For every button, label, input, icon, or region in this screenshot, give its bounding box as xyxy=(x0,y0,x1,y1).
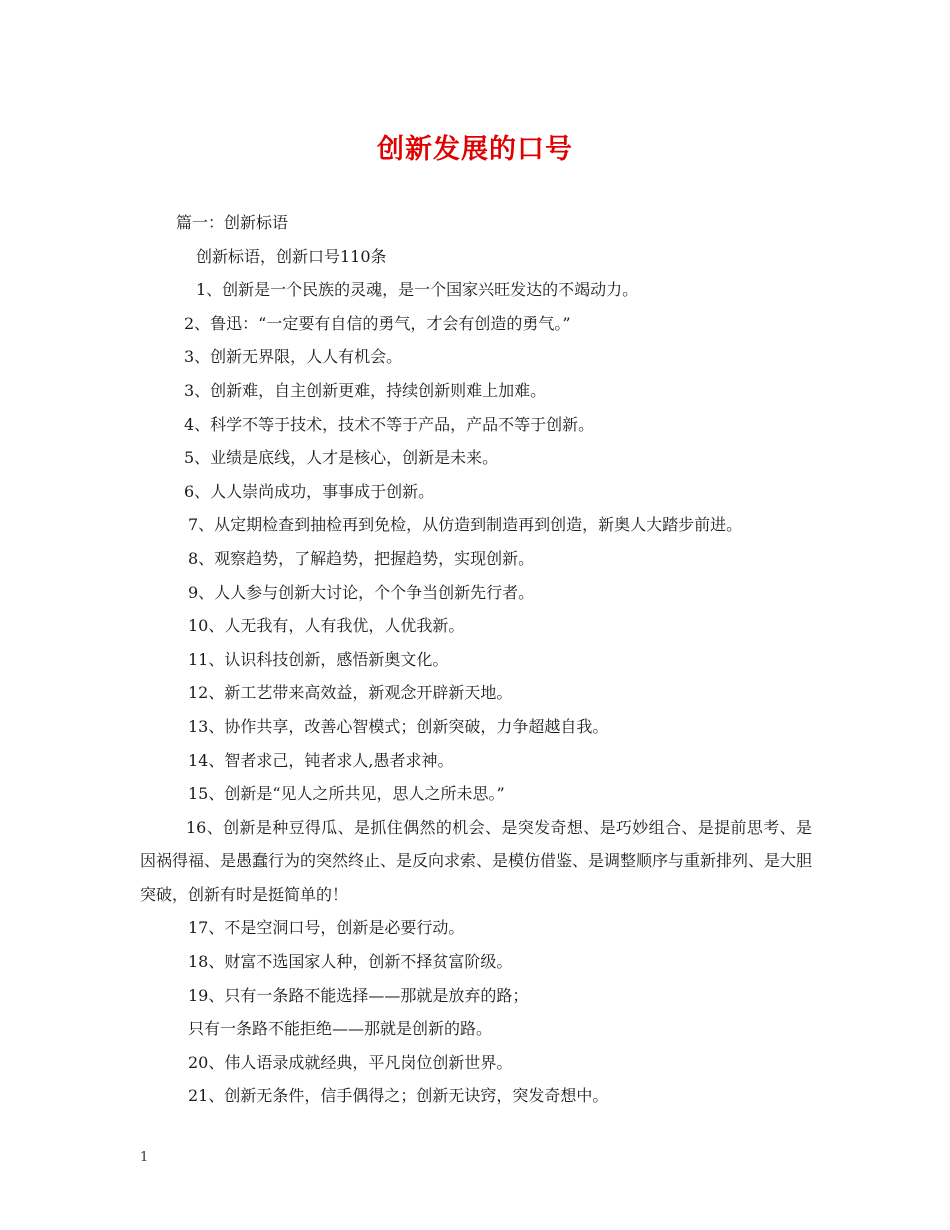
slogan-line: 只有一条路不能拒绝——那就是创新的路。 xyxy=(188,1019,493,1039)
slogan-line: 9、人人参与创新大讨论，个个争当创新先行者。 xyxy=(188,582,535,602)
slogan-line: 10、人无我有，人有我优，人优我新。 xyxy=(188,616,465,636)
slogan-line: 6、人人崇尚成功，事事成于创新。 xyxy=(184,481,435,501)
document-body xyxy=(140,206,830,1113)
slogan-line: 2、鲁迅：“一定要有自信的勇气，才会有创造的勇气。” xyxy=(184,313,571,333)
slogan-line: 8、观察趋势，了解趋势，把握趋势，实现创新。 xyxy=(188,548,535,568)
slogan-line: 17、不是空洞口号，创新是必要行动。 xyxy=(188,918,465,938)
slogan-line: 18、财富不选国家人种，创新不择贫富阶级。 xyxy=(188,952,513,972)
page-title: 创新发展的口号 xyxy=(377,134,573,165)
subtitle: 创新标语，创新口号110条 xyxy=(196,246,387,266)
slogan-line: 21、创新无条件，信手偶得之；创新无诀窍，突发奇想中。 xyxy=(188,1086,609,1106)
slogan-line: 14、智者求己，钝者求人,愚者求神。 xyxy=(188,750,454,770)
slogan-line: 4、科学不等于技术，技术不等于产品，产品不等于创新。 xyxy=(184,414,595,434)
section-heading: 篇一：创新标语 xyxy=(176,213,289,232)
slogan-line: 3、创新无界限，人人有机会。 xyxy=(184,347,403,367)
slogan-line: 1、创新是一个民族的灵魂，是一个国家兴旺发达的不竭动力。 xyxy=(196,280,639,300)
page-number: 1 xyxy=(140,1150,149,1165)
slogan-line: 19、只有一条路不能选择——那就是放弃的路； xyxy=(188,985,529,1005)
slogan-line: 15、创新是“见人之所共见，思人之所未思。” xyxy=(188,784,505,804)
slogan-line: 12、新工艺带来高效益，新观念开辟新天地。 xyxy=(188,683,513,703)
slogan-line: 7、从定期检查到抽检再到免检，从仿造到制造再到创造，新奥人大踏步前进。 xyxy=(188,515,743,535)
slogan-line: 3、创新难，自主创新更难，持续创新则难上加难。 xyxy=(184,380,547,400)
slogan-line: 13、协作共享，改善心智模式；创新突破，力争超越自我。 xyxy=(188,716,609,736)
slogan-line: 11、认识科技创新，感悟新奥文化。 xyxy=(188,649,449,669)
slogan-line: 5、业绩是底线，人才是核心，创新是未来。 xyxy=(184,448,499,468)
slogan-line: 20、伟人语录成就经典，平凡岗位创新世界。 xyxy=(188,1052,513,1072)
slogan-paragraph: 16、创新是种豆得瓜、是抓住偶然的机会、是突发奇想、是巧妙组合、是提前思考、是因祸得福、是愚蠢行为的突然终止、是反向求索、是模仿借鉴、是调整顺序与重新排列、是大胆突破，创新有时是挺简单的！ xyxy=(140,817,813,904)
